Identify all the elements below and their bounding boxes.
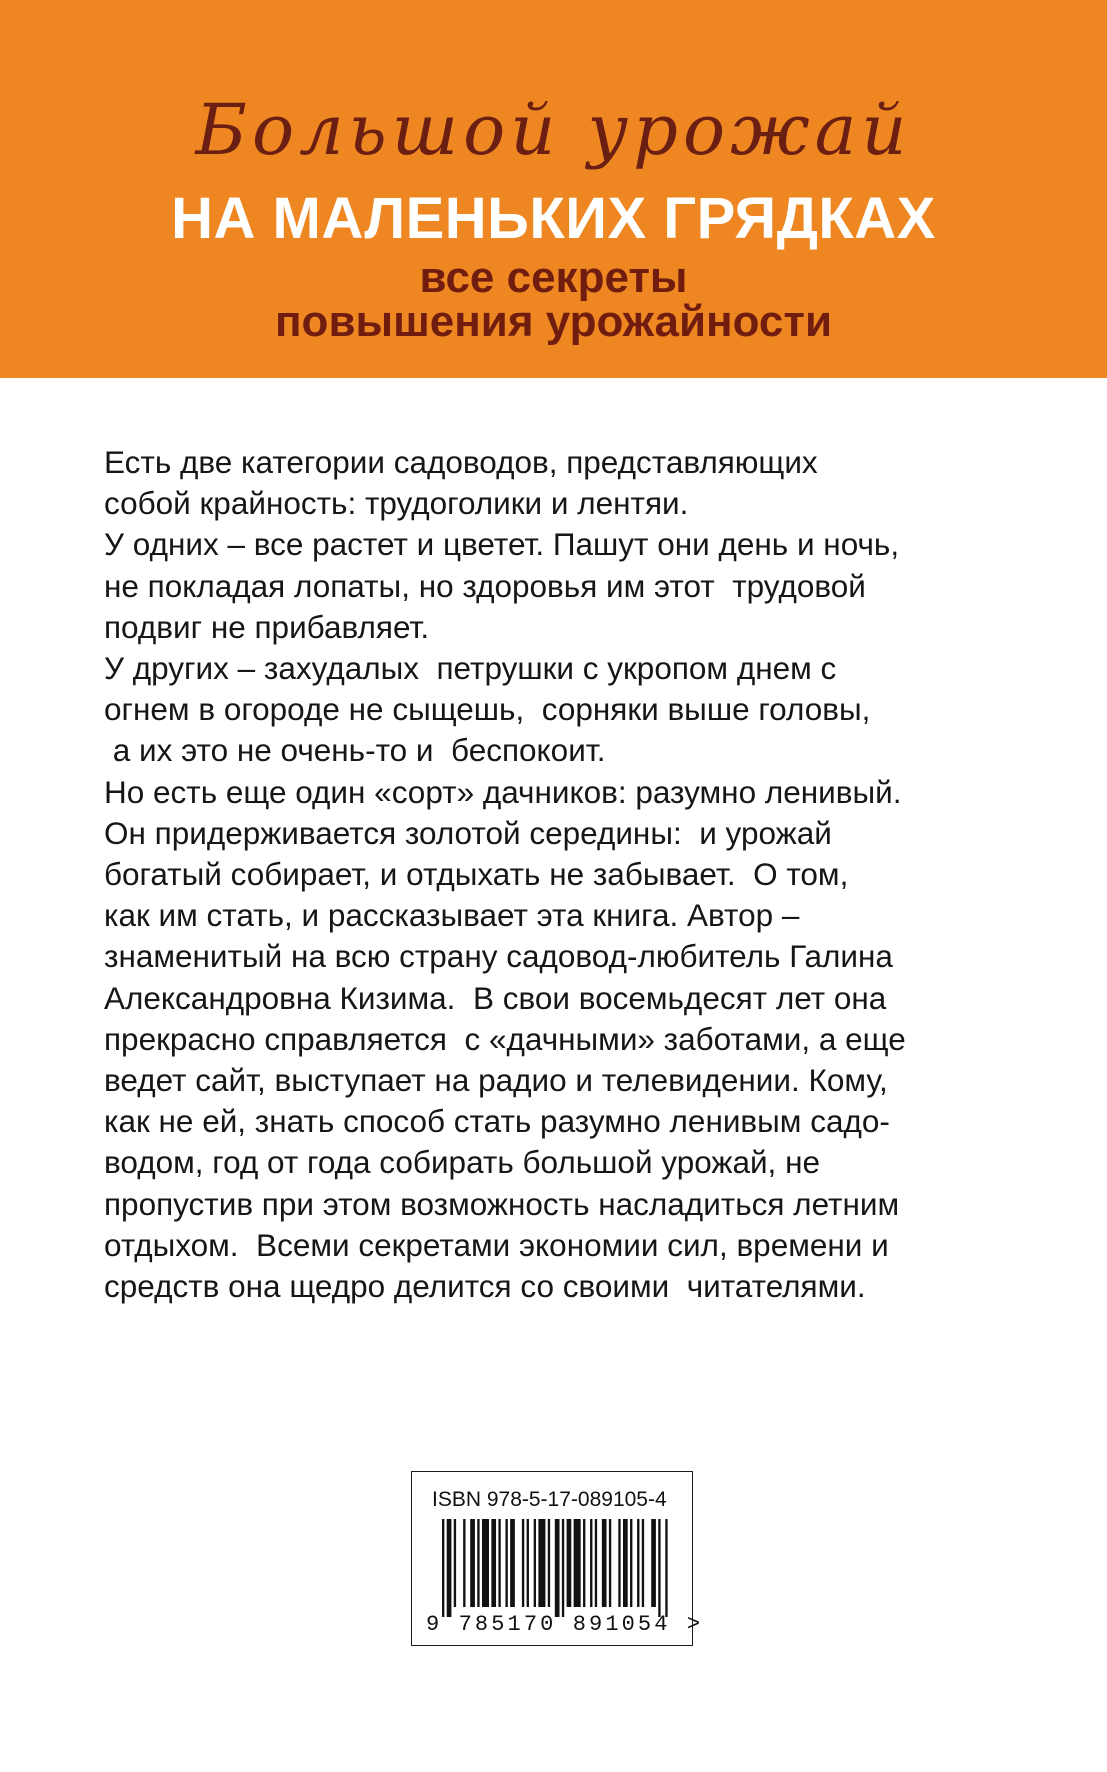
barcode-bar xyxy=(463,1519,465,1607)
description-line: водом, год от года собирать большой урожай, не xyxy=(104,1144,820,1181)
book-description xyxy=(104,442,1064,1307)
barcode-bar xyxy=(602,1519,607,1607)
barcode-bar xyxy=(642,1519,644,1607)
barcode-bar xyxy=(522,1519,524,1607)
barcode-bar xyxy=(477,1519,479,1607)
barcode-bar xyxy=(658,1519,660,1617)
description-line: как не ей, знать способ стать разумно ленивым садо- xyxy=(104,1103,890,1140)
barcode-bar xyxy=(491,1519,496,1607)
barcode-bar xyxy=(555,1519,560,1617)
description-line: подвиг не прибавляет. xyxy=(104,608,430,645)
description-line: У одних – все растет и цветет. Пашут они день и ночь, xyxy=(104,526,900,563)
description-line: как им стать, и рассказывает эта книга. Автор – xyxy=(104,897,800,934)
barcode-bar xyxy=(562,1519,564,1617)
header-banner xyxy=(0,0,1107,378)
description-line: У других – захудалых петрушки с укропом днем с xyxy=(104,650,837,687)
description-line: богатый собирает, и отдыхать не забывает. О том, xyxy=(104,856,849,893)
barcode-bar xyxy=(470,1519,475,1607)
barcode-bar xyxy=(651,1519,656,1607)
barcode-bar xyxy=(590,1519,592,1607)
subtitle xyxy=(0,253,1107,346)
isbn-barcode xyxy=(411,1471,704,1646)
description-line: Есть две категории садоводов, представляющих xyxy=(104,444,818,480)
barcode-bar xyxy=(442,1519,444,1617)
title-script: Большой урожай xyxy=(195,89,912,171)
barcode-bar xyxy=(482,1519,489,1607)
description-line: пропустив при этом возможность насладиться летним xyxy=(104,1185,900,1222)
barcode-bar xyxy=(609,1519,611,1607)
barcode-bar xyxy=(498,1519,500,1607)
barcode-bar xyxy=(574,1519,581,1607)
description-line: Александровна Кизима. В свои восемьдесят лет она xyxy=(104,979,887,1016)
barcode-bar xyxy=(623,1519,628,1607)
barcode-bar xyxy=(510,1519,515,1607)
description-line: Он придерживается золотой середины: и урожай xyxy=(104,814,832,851)
description-line: отдыхом. Всеми секретами экономии сил, времени и xyxy=(104,1226,889,1263)
description-line: не покладая лопаты, но здоровья им этот трудовой xyxy=(104,567,866,604)
barcode-bar xyxy=(618,1519,620,1607)
description-line: а их это не очень-то и беспокоит. xyxy=(104,732,606,769)
barcode-bar xyxy=(447,1519,452,1617)
description-line: Но есть еще один «сорт» дачников: разумно ленивый. xyxy=(104,773,902,810)
description-line: огнем в огороде не сыщешь, сорняки выше головы, xyxy=(104,691,871,728)
barcode-bar xyxy=(538,1519,545,1607)
description-line: знаменитый на всю страну садовод-любитель Галина xyxy=(104,938,893,975)
barcode-bar xyxy=(505,1519,507,1607)
barcode-bar xyxy=(527,1519,529,1607)
description-line: собой крайность: трудоголики и лентяи. xyxy=(104,485,689,522)
barcode-bar xyxy=(454,1519,456,1607)
barcode-bar xyxy=(548,1519,550,1607)
description-line: прекрасно справляется с «дачными» заботами, а еще xyxy=(104,1020,906,1057)
description-line: средств она щедро делится со своими читателями. xyxy=(104,1268,866,1305)
barcode-bar xyxy=(534,1519,536,1607)
barcode-bar xyxy=(630,1519,632,1607)
barcode-bars-icon xyxy=(442,1519,670,1617)
isbn-number: ISBN 978-5-17-089105-4 xyxy=(432,1488,667,1511)
subtitle-line-1: все секреты xyxy=(419,253,688,302)
barcode-bar xyxy=(637,1519,639,1607)
description-line: ведет сайт, выступает на радио и телевидении. Кому, xyxy=(104,1062,888,1099)
barcode-digits: 9 785170 891054 > xyxy=(426,1612,704,1637)
barcode-bar xyxy=(583,1519,585,1607)
title-main: НА МАЛЕНЬКИХ ГРЯДКАХ xyxy=(171,186,936,251)
subtitle-line-2: повышения урожайности xyxy=(274,297,832,346)
barcode-bar xyxy=(567,1519,572,1607)
barcode-bar xyxy=(595,1519,597,1607)
barcode-bar xyxy=(665,1519,667,1617)
